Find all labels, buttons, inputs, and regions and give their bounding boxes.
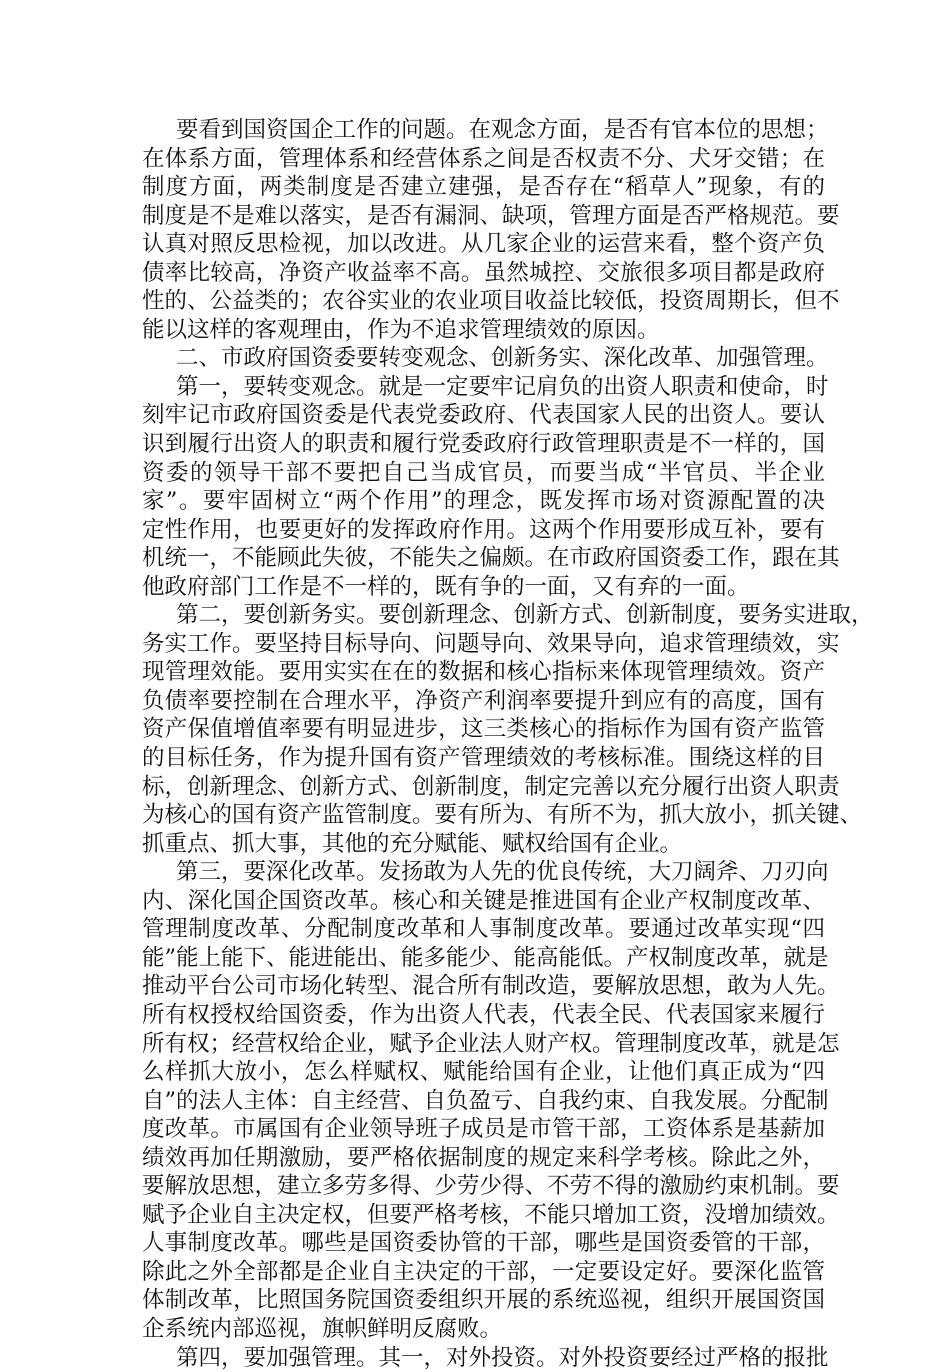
section-heading [142, 344, 829, 373]
text-line: 定性作用，也要更好的发挥政府作用。这两个作用要形成互补，要有 [142, 516, 825, 543]
text-line: 他政府部门工作是不一样的，既有争的一面，又有弃的一面。 [142, 573, 750, 600]
paragraph-third [142, 858, 840, 1343]
text-line: 所有权；经营权给企业，赋予企业法人财产权。管理制度改革，就是怎 [142, 1030, 840, 1057]
text-line: 债率比较高，净资产收益率不高。虽然城控、交旅很多项目都是政府 [142, 259, 825, 286]
document-body [142, 116, 874, 1372]
text-line: 人事制度改革。哪些是国资委协管的干部，哪些是国资委管的干部， [142, 1230, 825, 1257]
text-line: 第一，要转变观念。就是一定要牢记肩负的出资人职责和使命，时 [176, 373, 829, 400]
text-line: 绩效再加任期激励，要严格依据制度的规定来科学考核。除此之外， [142, 1144, 825, 1171]
text-line: 务实工作。要坚持目标导向、问题导向、效果导向，追求管理绩效，实 [142, 630, 840, 657]
text-line: 要解放思想，建立多劳多得、少劳少得、不劳不得的激励约束机制。要 [142, 1173, 840, 1200]
text-line: 识到履行出资人的职责和履行党委政府行政管理职责是不一样的，国 [142, 431, 825, 458]
text-line: 除此之外全部都是企业自主决定的干部，一定要设定好。要深化监管 [142, 1258, 825, 1285]
text-line: 资产保值增值率要有明显进步，这三类核心的指标作为国有资产监管 [142, 716, 825, 743]
text-line: 制度方面，两类制度是否建立建强，是否存在“稻草人”现象，有的 [142, 174, 825, 201]
text-line: 资委的领导干部不要把自己当成官员，而要当成“半官员、半企业 [142, 459, 825, 486]
text-line: 企系统内部巡视，旗帜鲜明反腐败。 [142, 1315, 503, 1342]
paragraph-second [142, 601, 874, 858]
text-line: 机统一，不能顾此失彼，不能失之偏颇。在市政府国资委工作，跟在其 [142, 545, 840, 572]
text-line: 能”能上能下、能进能出、能多能少、能高能低。产权制度改革，就是 [142, 944, 829, 971]
text-line: 刻牢记市政府国资委是代表党委政府、代表国家人民的出资人。要认 [142, 402, 825, 429]
text-line: 所有权授权给国资委，作为出资人代表，代表全民、代表国家来履行 [142, 1001, 825, 1028]
text-line: 推动平台公司市场化转型、混合所有制改造，要解放思想，敢为人先。 [142, 973, 840, 1000]
text-line: 第二，要创新务实。要创新理念、创新方式、创新制度，要务实进取， [176, 602, 874, 629]
text-line: 负债率要控制在合理水平，净资产利润率要提升到应有的高度，国有 [142, 687, 825, 714]
text-line: 第三，要深化改革。发扬敢为人先的优良传统，大刀阔斧、刀刃向 [176, 859, 829, 886]
text-line: 现管理效能。要用实实在在的数据和核心指标来体现管理绩效。资产 [142, 659, 825, 686]
text-line: 管理制度改革、分配制度改革和人事制度改革。要通过改革实现“四 [142, 916, 825, 943]
text-line: 抓重点、抓大事，其他的充分赋能、赋权给国有企业。 [142, 830, 683, 857]
text-line: 在体系方面，管理体系和经营体系之间是否权责不分、犬牙交错；在 [142, 145, 825, 172]
text-line: 性的、公益类的；农谷实业的农业项目收益比较低，投资周期长，但不 [142, 288, 840, 315]
text-line: 体制改革，比照国务院国资委组织开展的系统巡视，组织开展国资国 [142, 1287, 825, 1314]
text-line: 第四，要加强管理。其一，对外投资。对外投资要经过严格的报批 [176, 1344, 829, 1371]
text-line: 要看到国资国企工作的问题。在观念方面，是否有官本位的思想； [176, 117, 829, 143]
text-line: 标，创新理念、创新方式、创新制度，制定完善以充分履行出资人职责 [142, 773, 840, 800]
text-line: 么样抓大放小，怎么样赋权、赋能给国有企业，让他们真正成为“四 [142, 1059, 825, 1086]
text-line: 能以这样的客观理由，作为不追求管理绩效的原因。 [142, 316, 660, 343]
paragraph-fourth [142, 1344, 829, 1372]
text-line: 认真对照反思检视，加以改进。从几家企业的运营来看，整个资产负 [142, 231, 825, 258]
heading-line: 二、市政府国资委要转变观念、创新务实、深化改革、加强管理。 [176, 345, 829, 372]
text-line: 内、深化国企国资改革。核心和关键是推进国有企业产权制度改革、 [142, 887, 825, 914]
paragraph-problems [142, 116, 840, 344]
text-line: 自”的法人主体：自主经营、自负盈亏、自我约束、自我发展。分配制 [142, 1087, 829, 1114]
paragraph-first [142, 373, 840, 601]
text-line: 制度是不是难以落实，是否有漏洞、缺项，管理方面是否严格规范。要 [142, 202, 840, 229]
text-line: 为核心的国有资产监管制度。要有所为、有所不为，抓大放小，抓关键、 [142, 802, 863, 829]
text-line: 的目标任务，作为提升国有资产管理绩效的考核标准。围绕这样的目 [142, 745, 825, 772]
text-line: 度改革。市属国有企业领导班子成员是市管干部，工资体系是基薪加 [142, 1116, 825, 1143]
text-line: 赋予企业自主决定权，但要严格考核，不能只增加工资，没增加绩效。 [142, 1201, 840, 1228]
text-line: 家”。要牢固树立“两个作用”的理念，既发挥市场对资源配置的决 [142, 488, 825, 515]
